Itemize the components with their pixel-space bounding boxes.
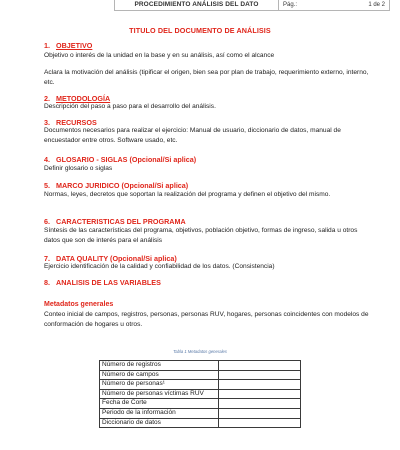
section-title: MARCO JURIDICO	[56, 181, 120, 190]
section-title: OBJETIVO	[56, 41, 93, 50]
document-header	[114, 0, 390, 11]
metadatos-paragraph: Conteo inicial de campos, registros, personas, personas RUV, hogares, personas coincidentes con modelos de conformación de hogares u otros.	[44, 311, 369, 329]
row-value	[218, 418, 300, 428]
row-value	[218, 370, 300, 380]
row-label: Periodo de la información	[100, 408, 219, 418]
page-number: 1 de 2	[368, 2, 385, 8]
row-label: Número de campos	[100, 370, 219, 380]
recursos-paragraph: Documentos necesarios para realizar el ejercicio: Manual de usuario, diccionario de datos, manual de encuestador entre otros. Software usado, etc.	[44, 127, 341, 145]
objetivo-paragraph: Objetivo o interés de la unidad en la base y en su análisis, así como el alcance	[44, 52, 275, 59]
section-title: ANALISIS DE LAS VARIABLES	[56, 278, 161, 287]
row-value	[218, 389, 300, 399]
marco-juridico-paragraph: Normas, leyes, decretos que soportan la realización del programa y definen el objetivo del mismo.	[44, 191, 331, 198]
section-number: 6.	[44, 217, 50, 226]
caracteristicas-paragraph: Síntesis de las características del programa, objetivos, población objetivo, formas de ingreso, salida u otros datos que son de interés para el análisis	[44, 227, 358, 245]
procedure-name: PROCEDIMIENTO ANÁLISIS DEL DATO	[115, 0, 279, 10]
section-number: 8.	[44, 278, 50, 287]
section-number: 1.	[44, 41, 50, 50]
row-value	[218, 361, 300, 371]
optional-label: (Opcional/Si aplica)	[110, 254, 177, 263]
row-label: Número de registros	[100, 361, 219, 371]
optional-label: (Opcional/Si aplica)	[121, 181, 189, 190]
section-number: 3.	[44, 118, 50, 127]
row-value	[218, 380, 300, 390]
table-caption: Tabla 1 Metadatos generales	[173, 349, 227, 354]
table-row	[100, 370, 301, 380]
section-title: CARACTERISTICAS DEL PROGRAMA	[56, 217, 186, 226]
section-heading-marco-juridico	[44, 181, 188, 190]
row-value	[218, 408, 300, 418]
section-heading-glosario	[44, 155, 196, 164]
section-title: DATA QUALITY	[56, 254, 109, 263]
row-label: Fecha de Corte	[100, 399, 219, 409]
section-title: METODOLOGÍA	[56, 94, 111, 103]
section-heading-objetivo	[44, 41, 92, 50]
table-row	[100, 389, 301, 399]
section-title: RECURSOS	[56, 118, 97, 127]
row-label: Diccionario de datos	[100, 418, 219, 428]
section-heading-analisis-variables	[44, 278, 161, 287]
section-number: 7.	[44, 254, 50, 263]
row-label: Número de personas víctimas RUV	[100, 389, 219, 399]
table-row	[100, 408, 301, 418]
section-title: GLOSARIO - SIGLAS	[56, 155, 128, 164]
table-row	[100, 380, 301, 390]
document-title: TITULO DEL DOCUMENTO DE ANÁLISIS	[129, 26, 271, 35]
row-value	[218, 399, 300, 409]
table-row	[100, 361, 301, 371]
glosario-paragraph: Definir glosario o siglas	[44, 165, 113, 172]
objetivo-motivation-paragraph: Aclara la motivación del análisis (tipificar el origen, bien sea por plan de trabajo, requerimiento externo, interno, etc.	[44, 69, 369, 87]
metadatos-heading: Metadatos generales	[44, 301, 114, 308]
section-heading-caracteristicas	[44, 217, 186, 226]
data-quality-paragraph: Ejercicio identificación de la calidad y confiabilidad de los datos. (Consistencia)	[44, 263, 275, 270]
table-row	[100, 399, 301, 409]
metodologia-paragraph: Descripción del paso a paso para el desarrollo del análisis.	[44, 103, 216, 110]
section-number: 2.	[44, 94, 50, 103]
page-label: Pág.:	[283, 2, 298, 8]
table-row	[100, 418, 301, 428]
metadatos-table	[99, 360, 301, 428]
section-number: 5.	[44, 181, 50, 190]
optional-label: (Opcional/Si aplica)	[129, 155, 197, 164]
row-label: Número de personas¹	[100, 380, 219, 390]
section-number: 4.	[44, 155, 50, 164]
